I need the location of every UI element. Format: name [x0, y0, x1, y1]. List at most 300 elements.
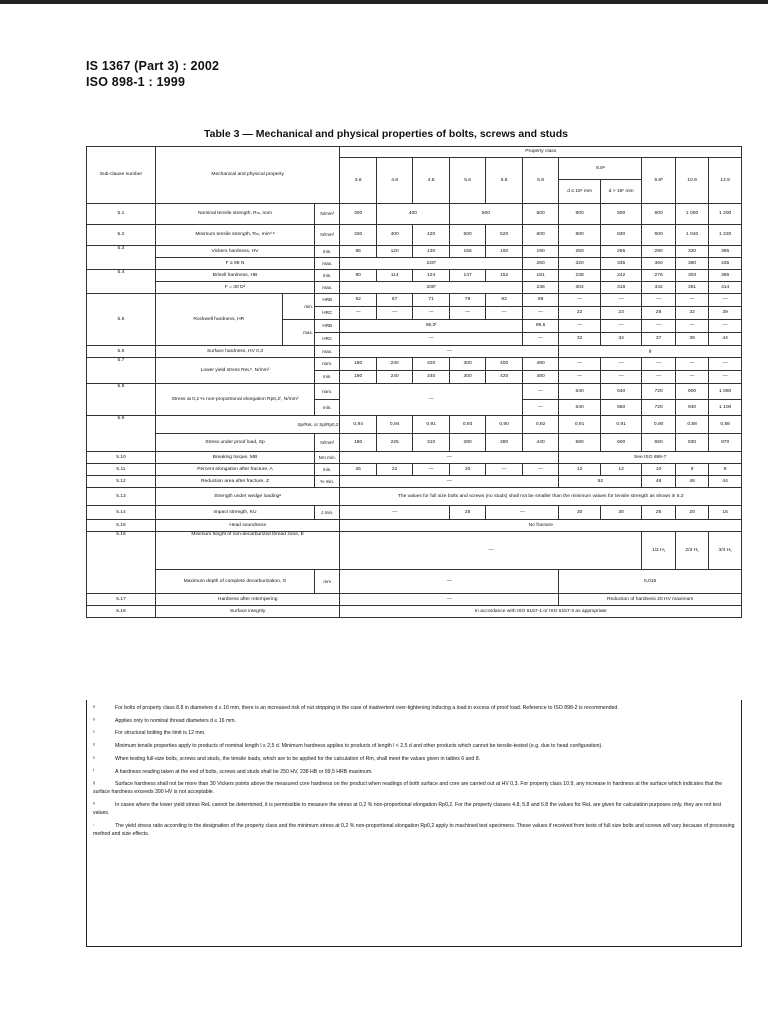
value-cell: 8	[709, 464, 742, 476]
value-cell: 28	[642, 307, 675, 320]
value-cell: 640	[559, 400, 601, 416]
class-5-6: 5.6	[449, 158, 485, 204]
standard-header	[86, 58, 219, 90]
limit-max: max.	[315, 258, 340, 270]
property-class-header: Property class	[340, 147, 742, 158]
unit: N/mm²	[315, 204, 340, 225]
value-cell: —	[642, 320, 675, 333]
row-5-4-max	[87, 282, 742, 294]
value-cell: 640	[600, 384, 642, 400]
value-cell: —	[413, 307, 449, 320]
value-cell: 25	[449, 506, 485, 520]
value-cell: 238	[522, 282, 558, 294]
footnote-text: In cases where the lower yield stress ReL cannot be determined, it is permissible to measure the stress at 0,2 % non-proportional elongation Rp0,2. For the property classes 4.8, 5.8 and 6.8 the values for ReL are given for calculation purposes only, they are not test values.	[93, 802, 722, 817]
row-5-10	[87, 452, 742, 464]
row-5-11	[87, 464, 742, 476]
value-cell: —	[522, 333, 558, 346]
subclause-number: 5.12	[87, 476, 156, 488]
value-cell: 22	[559, 307, 601, 320]
unit: N/mm²	[315, 225, 340, 246]
value-cell: —	[340, 333, 522, 346]
property-name: Stress at 0,2 % non-proportional elongation Rp0,2ⁱ, N/mm²	[155, 384, 314, 416]
property-name: Reduction area after fracture, Z	[155, 476, 314, 488]
value-cell: 180	[340, 434, 376, 452]
value-cell: 120	[376, 246, 412, 258]
value-cell: —	[675, 320, 708, 333]
row-5-6	[87, 346, 742, 358]
value-cell: 320	[675, 246, 708, 258]
value-cell: 250	[559, 246, 601, 258]
value-cell: 0,94	[340, 416, 376, 434]
value-cell: 82	[486, 294, 522, 307]
standard-number-iso: ISO 898-1 : 1999	[86, 75, 186, 89]
value-cell: 300	[340, 204, 376, 225]
value-cell: 940	[675, 400, 708, 416]
footnote-marker: ᶠ	[93, 768, 95, 775]
value-cell: 1 080	[709, 384, 742, 400]
footnote-marker: ᵇ	[93, 717, 95, 724]
value-cell: 1 000	[675, 204, 708, 225]
value-cell: —	[559, 371, 601, 384]
value-cell: 147	[449, 270, 485, 282]
value-cell: —	[376, 307, 412, 320]
value-cell: 0,90	[642, 416, 675, 434]
footnote-marker: ᵈ	[93, 743, 95, 750]
value-cell: 400	[376, 204, 449, 225]
limit-min: min.	[315, 246, 340, 258]
value-cell: 10	[642, 464, 675, 476]
class-6-8: 6.8	[522, 158, 558, 204]
value-cell: 500	[449, 225, 485, 246]
subclause-number: 5.4	[87, 270, 156, 294]
value-cell: 480	[522, 358, 558, 371]
value-cell: 25	[642, 506, 675, 520]
row-5-3-max	[87, 258, 742, 270]
value-cell: 500	[449, 204, 522, 225]
limit-min: min.	[315, 400, 340, 416]
value-cell: 90	[340, 270, 376, 282]
value-cell: 414	[709, 282, 742, 294]
properties-table	[86, 146, 742, 618]
unit: J min.	[315, 506, 340, 520]
table-footnotes	[86, 700, 742, 947]
value-cell: 900	[675, 384, 708, 400]
footnote-marker: ᵉ	[93, 755, 95, 762]
value-cell: 660	[600, 400, 642, 416]
value-cell: 30	[600, 506, 642, 520]
value-cell: 20	[449, 464, 485, 476]
value-cell: 380	[486, 434, 522, 452]
value-cell: 361	[675, 282, 708, 294]
value-cell: —	[340, 476, 559, 488]
value-cell: 0,91	[413, 416, 449, 434]
class-8-8: 8.8ᵃ	[559, 158, 642, 180]
scale-hrc: HRC	[315, 333, 340, 346]
value-cell: —	[600, 294, 642, 307]
property-name: Surface hardness, HV 0,3	[155, 346, 314, 358]
value-cell: 420	[413, 225, 449, 246]
unit: % min.	[315, 476, 340, 488]
value-cell: 800	[600, 204, 642, 225]
value-cell: 0,88	[709, 416, 742, 434]
row-5-16-g	[87, 570, 742, 594]
value-cell: 114	[376, 270, 412, 282]
footnote	[93, 729, 735, 737]
row-5-18	[87, 606, 742, 618]
value-cell: 48	[642, 476, 675, 488]
row-5-16-e	[87, 532, 742, 570]
unit: mm	[315, 570, 340, 594]
value-cell: 276	[642, 270, 675, 282]
value-cell: 440	[522, 434, 558, 452]
footnote-text: The yield stress ratio according to the designation of the property class and the minimum stress at 0,2 % non-proportional elongation Rp0,2 apply to machined test specimens. These values if received from tests of full size bolts and screws will vary because of processing method and size effects.	[93, 823, 735, 838]
standard-number-is: IS 1367 (Part 3) : 2002	[86, 59, 220, 73]
value-cell: 400	[376, 225, 412, 246]
value-cell: 44	[709, 476, 742, 488]
unit: N/mm²	[315, 434, 340, 452]
value-cell: 25	[340, 464, 376, 476]
value-cell: 385	[709, 246, 742, 258]
value-cell: 330	[340, 225, 376, 246]
value-cell: See ISO 898-7	[559, 452, 742, 464]
row-5-15	[87, 520, 742, 532]
footnote-text: For bolts of property class 8.8 in diameters d ≤ 16 mm, there is an increased risk of nut stripping in the case of inadvertent over-tightening inducing a load in excess of proof load. Reference to ISO 898-2 is recommended.	[115, 705, 619, 711]
value-cell: 366	[709, 270, 742, 282]
value-cell: —	[340, 452, 559, 464]
unit: max.	[315, 346, 340, 358]
header-row-1	[87, 147, 742, 158]
value-cell: 30	[559, 506, 601, 520]
row-5-8-nom	[87, 384, 742, 400]
value-cell: —	[642, 371, 675, 384]
footnote-text: Applies only to nominal thread diameters d ≤ 16 mm.	[115, 717, 237, 724]
value-cell: —	[340, 570, 559, 594]
value-cell: 435	[709, 258, 742, 270]
value-cell: 12	[600, 464, 642, 476]
value-cell: 225	[376, 434, 412, 452]
row-5-2	[87, 225, 742, 246]
footnote	[93, 755, 735, 763]
value-cell: 380	[675, 258, 708, 270]
diameter-gt-16: d > 16ᶜ mm	[600, 180, 642, 204]
value-cell: 52	[559, 476, 642, 488]
property-name: Lower yield stress ReLʰ, N/mm²	[155, 358, 314, 384]
value-cell: 190	[522, 246, 558, 258]
property-name: Minimum tensile strength, Rₘ, minᵈ ᵉ	[155, 225, 314, 246]
unit: min.	[315, 464, 340, 476]
value-cell: 240	[376, 358, 412, 371]
row-5-9-ratio	[87, 416, 742, 434]
value-cell: 48	[675, 476, 708, 488]
value-cell: 1 200	[709, 204, 742, 225]
value-cell: 600	[522, 204, 558, 225]
property-name: Head soundness	[155, 520, 340, 532]
value-cell: 89	[522, 294, 558, 307]
class-3-6: 3.6	[340, 158, 376, 204]
value-cell: 830	[600, 225, 642, 246]
property-name: Hardness after retempering	[155, 594, 340, 606]
footnote-marker: ʰ	[93, 802, 95, 809]
value-cell: 9	[675, 464, 708, 476]
property-name: Surface integrity	[155, 606, 340, 618]
value-cell: 600	[600, 434, 642, 452]
row-5-12	[87, 476, 742, 488]
value-cell: 3/4 H₁	[709, 532, 742, 570]
footnote	[93, 768, 735, 776]
value-cell: —	[522, 307, 558, 320]
property-name: Minimum height of non-decarburized thread zone, E	[155, 532, 340, 570]
value-cell: 99,5	[522, 320, 558, 333]
footnote	[93, 704, 735, 712]
value-cell: 71	[413, 294, 449, 307]
value-cell: 800	[559, 225, 601, 246]
value-cell: 0,91	[600, 416, 642, 434]
subclause-number: 5.1	[87, 204, 156, 225]
class-4-8: 4.8	[413, 158, 449, 204]
value-cell: 300	[449, 358, 485, 371]
value-cell: 15	[709, 506, 742, 520]
property-name: Nominal tensile strength, Rₘ, nom	[155, 204, 314, 225]
property-name: Maximum depth of complete decarburization, G	[155, 570, 314, 594]
value-cell: 160	[486, 246, 522, 258]
value-cell: 420	[486, 371, 522, 384]
value-cell: 79	[449, 294, 485, 307]
value-cell: 124	[413, 270, 449, 282]
value-cell: 304	[675, 270, 708, 282]
class-9-8: 9.8ᵇ	[642, 158, 675, 204]
footnote	[93, 822, 735, 838]
scan-edge	[0, 0, 768, 4]
property-name: Breaking torque, MB	[155, 452, 314, 464]
value-cell: 1 040	[675, 225, 708, 246]
value-cell: —	[522, 464, 558, 476]
footnote-marker: ᵃ	[93, 705, 95, 711]
value-cell: 52	[340, 294, 376, 307]
value-cell: 209ᶠ	[340, 282, 522, 294]
value-cell: —	[413, 464, 449, 476]
subclause-number: 5.5	[87, 294, 156, 346]
value-cell: 1/2 H₁	[642, 532, 675, 570]
footnote	[93, 801, 735, 817]
property-name: Brinell hardness, HB	[155, 270, 314, 282]
value-cell: —	[486, 464, 522, 476]
limit-nom: nom.	[315, 358, 340, 371]
subclause-number: 5.2	[87, 225, 156, 246]
property-name: Vickers hardness, HV	[155, 246, 314, 258]
subclause-number: 5.16	[87, 532, 156, 594]
value-cell: —	[600, 371, 642, 384]
value-cell: g	[559, 346, 742, 358]
footnote-text: When testing full-size bolts, screws and studs, the tensile loads, which are to be applied for the calculation of Rm, shall meet the values given in tables 6 and 8.	[115, 755, 481, 762]
class-5-8: 5.8	[486, 158, 522, 204]
value-cell: No fracture	[340, 520, 742, 532]
value-cell: 580	[559, 434, 601, 452]
subclause-number: 5.6	[87, 346, 156, 358]
property-name: Rockwell hardness, HR	[155, 294, 282, 346]
value-cell: —	[675, 294, 708, 307]
property-name: Stress under proof load, Sp	[155, 434, 314, 452]
value-cell: 130	[413, 246, 449, 258]
value-cell: 44	[709, 333, 742, 346]
limit-max: max.	[315, 282, 340, 294]
value-cell: 255	[600, 246, 642, 258]
value-cell: 250	[522, 258, 558, 270]
value-cell: —	[522, 384, 558, 400]
value-cell: —	[642, 358, 675, 371]
value-cell: 400	[486, 358, 522, 371]
footnote-marker: ᵍ	[93, 781, 95, 788]
subclause-number: 5.14	[87, 506, 156, 520]
value-cell: —	[642, 294, 675, 307]
property-header: Mechanical and physical property	[155, 147, 340, 204]
subclause-number: 5.9	[87, 416, 156, 452]
value-cell: 0,94	[376, 416, 412, 434]
value-cell: —	[559, 294, 601, 307]
footnote	[93, 717, 735, 725]
value-cell: 290	[642, 246, 675, 258]
scale-hrb: HRB	[315, 320, 340, 333]
value-cell: 0,92	[522, 416, 558, 434]
value-cell: 37	[642, 333, 675, 346]
property-name: Strength under wedge loadingᵉ	[155, 488, 340, 506]
ratio-label: Sp/ReL or Sp/Rp0,2	[155, 416, 340, 434]
value-cell: —	[600, 358, 642, 371]
value-cell: 180	[340, 358, 376, 371]
row-5-5-hrb-min	[87, 294, 742, 307]
value-cell: —	[449, 307, 485, 320]
value-cell: 900	[642, 204, 675, 225]
subclause-number: 5.15	[87, 520, 156, 532]
value-cell: 32	[559, 333, 601, 346]
scale-hrb: HRB	[315, 294, 340, 307]
subclause-number: 5.8	[87, 384, 156, 416]
value-cell: —	[340, 384, 522, 416]
value-cell: 0,015	[559, 570, 742, 594]
value-cell: 1 220	[709, 225, 742, 246]
value-cell: 318	[600, 282, 642, 294]
class-10-9: 10.9	[675, 158, 708, 204]
value-cell: —	[486, 307, 522, 320]
limit-max: max.	[282, 320, 314, 346]
limit-nom: nom.	[315, 384, 340, 400]
value-cell: —	[486, 506, 559, 520]
value-cell: —	[709, 371, 742, 384]
unit: Nm min.	[315, 452, 340, 464]
value-cell: 900	[642, 225, 675, 246]
subclause-number: 5.17	[87, 594, 156, 606]
row-5-1	[87, 204, 742, 225]
value-cell: 0,88	[675, 416, 708, 434]
limit-min: min.	[282, 294, 314, 320]
value-cell: —	[600, 320, 642, 333]
value-cell: 152	[486, 270, 522, 282]
value-cell: 304	[559, 282, 601, 294]
table-title: Table 3 — Mechanical and physical properties of bolts, screws and studs	[204, 128, 568, 140]
row-5-17	[87, 594, 742, 606]
row-5-4-min	[87, 270, 742, 282]
value-cell: 39	[709, 307, 742, 320]
subclause-header: Sub-clause number	[87, 147, 156, 204]
value-cell: 95	[340, 246, 376, 258]
value-cell: Reduction of hardness 20 HV maximum	[559, 594, 742, 606]
value-cell: 34	[600, 333, 642, 346]
value-cell: —	[559, 358, 601, 371]
class-12-9: 12.9	[709, 158, 742, 204]
value-cell: 720	[642, 384, 675, 400]
value-cell: 800	[559, 204, 601, 225]
row-5-14	[87, 506, 742, 520]
value-cell: 335	[600, 258, 642, 270]
subclause-number: 5.7	[87, 358, 156, 384]
value-cell: —	[559, 320, 601, 333]
value-cell: 0,93	[449, 416, 485, 434]
value-cell: In accordance with ISO 6157-1 or ISO 6157-3 as appropriate	[340, 606, 742, 618]
value-cell: 39	[675, 333, 708, 346]
footnote-text: Surface hardness shall not be more than 30 Vickers points above the measured core hardness on the product when readings of both surface and core are carried out at HV 0,3. For property class 10.9, any increase in hardness at the surface which indicates that the surface hardness exceeds 390 HV is not acceptable.	[93, 781, 723, 796]
value-cell: 12	[559, 464, 601, 476]
subclause-number: 5.3	[87, 246, 156, 270]
subclause-number: 5.13	[87, 488, 156, 506]
value-cell: 970	[709, 434, 742, 452]
value-cell: 342	[642, 282, 675, 294]
value-cell: —	[675, 371, 708, 384]
value-cell: —	[522, 400, 558, 416]
value-cell: 23	[600, 307, 642, 320]
test-condition: F = 30 D²	[155, 282, 314, 294]
value-cell: —	[675, 358, 708, 371]
value-cell: 360	[642, 258, 675, 270]
value-cell: 520	[486, 225, 522, 246]
value-cell: 220ᶠ	[340, 258, 522, 270]
footnote-text: Minimum tensile properties apply to products of nominal length l ≥ 2,5 d. Minimum hardness applies to products of length l < 2,5 d and other products which cannot be tensile-tested (e.g. due to head configuration).	[115, 743, 603, 750]
footnote-marker: ᶜ	[93, 730, 95, 737]
value-cell: 181	[522, 270, 558, 282]
subclause-number: 5.18	[87, 606, 156, 618]
row-5-7-nom	[87, 358, 742, 371]
value-cell: 67	[376, 294, 412, 307]
property-name: Percent elongation after fracture, A	[155, 464, 314, 476]
value-cell: 600	[522, 225, 558, 246]
value-cell: 830	[675, 434, 708, 452]
value-cell: The values for full size bolts and screws (no studs) shall not be smaller than the minimum values for tensile strength as shown in 5.2	[340, 488, 742, 506]
diameter-le-16: d ≤ 16ᶜ mm	[559, 180, 601, 204]
value-cell: 155	[449, 246, 485, 258]
subclause-number: 5.11	[87, 464, 156, 476]
limit-min: min.	[315, 371, 340, 384]
value-cell: —	[709, 294, 742, 307]
value-cell: —	[340, 532, 642, 570]
value-cell: —	[340, 307, 376, 320]
value-cell: —	[340, 506, 449, 520]
test-condition: F ≥ 98 N	[155, 258, 314, 270]
scale-hrc: HRC	[315, 307, 340, 320]
value-cell: 20	[675, 506, 708, 520]
footnote	[93, 742, 735, 750]
value-cell: —	[709, 320, 742, 333]
class-4-6: 4.6	[376, 158, 412, 204]
value-cell: 340	[413, 371, 449, 384]
value-cell: 0,90	[486, 416, 522, 434]
value-cell: 2/3 H₁	[675, 532, 708, 570]
value-cell: 240	[376, 371, 412, 384]
row-5-13	[87, 488, 742, 506]
footnote-text: For structural bolting the limit is 12 mm.	[115, 730, 206, 737]
value-cell: 320	[413, 358, 449, 371]
value-cell: 190	[340, 371, 376, 384]
value-cell: —	[340, 594, 559, 606]
value-cell: 1 100	[709, 400, 742, 416]
subclause-number: 5.10	[87, 452, 156, 464]
